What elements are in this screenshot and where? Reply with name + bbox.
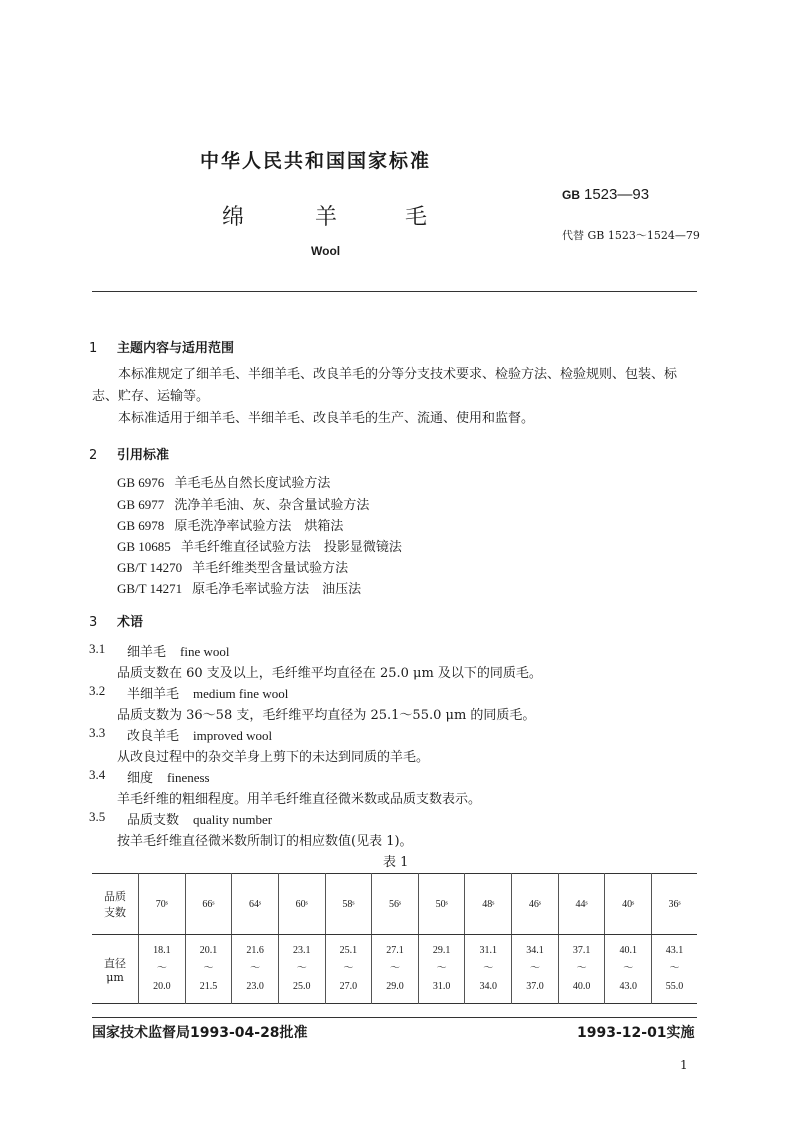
term-name: 细度 fineness bbox=[127, 770, 210, 786]
section-1-heading: 1 主题内容与适用范围 bbox=[89, 341, 235, 356]
term-number: 3.3 bbox=[89, 725, 106, 740]
diameter-cell: 29.1 ～ 31.0 bbox=[418, 935, 465, 1004]
footer-divider bbox=[92, 1017, 697, 1018]
term-name: 改良羊毛 improved wool bbox=[127, 728, 273, 744]
diameter-cell: 21.6 ～ 23.0 bbox=[232, 935, 279, 1004]
diameter-cell: 25.1 ～ 27.0 bbox=[325, 935, 372, 1004]
count-cell: 40ˢ bbox=[605, 874, 652, 935]
count-cell: 50ˢ bbox=[418, 874, 465, 935]
diameter-cell: 20.1 ～ 21.5 bbox=[185, 935, 232, 1004]
section-3-heading: 3 术语 bbox=[89, 615, 144, 630]
table-row-quality-count bbox=[92, 874, 697, 935]
reference-item: GB/T 14270 羊毛纤维类型含量试验方法 bbox=[117, 560, 349, 576]
title-char-2: 羊 bbox=[315, 205, 338, 230]
reference-item: GB 10685 羊毛纤维直径试验方法 投影显微镜法 bbox=[117, 539, 402, 555]
row-label: 品质 支数 bbox=[92, 874, 139, 935]
english-title: Wool bbox=[311, 244, 341, 258]
count-cell: 64ˢ bbox=[232, 874, 279, 935]
count-cell: 56ˢ bbox=[372, 874, 419, 935]
diameter-cell: 31.1 ～ 34.0 bbox=[465, 935, 512, 1004]
count-cell: 58ˢ bbox=[325, 874, 372, 935]
standard-code: 1523—93 bbox=[584, 186, 650, 203]
term-name: 细羊毛 fine wool bbox=[127, 644, 230, 660]
header-divider bbox=[92, 291, 697, 292]
reference-item: GB/T 14271 原毛净毛率试验方法 油压法 bbox=[117, 581, 362, 597]
diameter-cell: 23.1 ～ 25.0 bbox=[278, 935, 325, 1004]
count-cell: 48ˢ bbox=[465, 874, 512, 935]
diameter-cell: 37.1 ～ 40.0 bbox=[558, 935, 605, 1004]
count-cell: 60ˢ bbox=[278, 874, 325, 935]
term-number: 3.1 bbox=[89, 641, 106, 656]
count-cell: 70ˢ bbox=[139, 874, 186, 935]
section-1-para-2: 本标准适用于细羊毛、半细羊毛、改良羊毛的生产、流通、使用和监督。 bbox=[118, 411, 535, 426]
effective-date: 1993-12-01实施 bbox=[577, 1025, 695, 1041]
count-cell: 66ˢ bbox=[185, 874, 232, 935]
diameter-cell: 18.1 ～ 20.0 bbox=[139, 935, 186, 1004]
reference-item: GB 6976 羊毛毛丛自然长度试验方法 bbox=[117, 475, 331, 491]
term-definition: 品质支数在 60 支及以上，毛纤维平均直径在 25.0 μm 及以下的同质毛。 bbox=[117, 666, 542, 681]
diameter-cell: 34.1 ～ 37.0 bbox=[512, 935, 559, 1004]
term-number: 3.4 bbox=[89, 767, 106, 782]
table-caption: 表 1 bbox=[383, 855, 409, 870]
term-definition: 按羊毛纤维直径微米数所制订的相应数值(见表 1)。 bbox=[117, 834, 413, 849]
term-name: 半细羊毛 medium fine wool bbox=[127, 686, 289, 702]
count-cell: 44ˢ bbox=[558, 874, 605, 935]
term-definition: 从改良过程中的杂交羊身上剪下的未达到同质的羊毛。 bbox=[117, 750, 430, 765]
term-number: 3.5 bbox=[89, 809, 106, 824]
section-2-heading: 2 引用标准 bbox=[89, 448, 170, 463]
table-row-diameter bbox=[92, 935, 697, 1004]
reference-item: GB 6977 洗净羊毛油、灰、杂含量试验方法 bbox=[117, 497, 370, 513]
standard-number bbox=[562, 186, 649, 203]
term-number: 3.2 bbox=[89, 683, 106, 698]
standard-prefix: GB bbox=[562, 188, 580, 202]
section-1-para-1: 本标准规定了细羊毛、半细羊毛、改良羊毛的分等分支技术要求、检验方法、检验规则、包装、标志、贮存、运输等。 bbox=[92, 367, 678, 404]
term-name: 品质支数 quality number bbox=[127, 812, 273, 828]
term-definition: 羊毛纤维的粗细程度。用羊毛纤维直径微米数或品质支数表示。 bbox=[117, 792, 482, 807]
count-cell: 36ˢ bbox=[652, 874, 697, 935]
row-label: 直径 μm bbox=[104, 956, 126, 984]
approval-note: 国家技术监督局1993-04-28批准 bbox=[92, 1025, 308, 1041]
replaces-note: 代替 GB 1523～1524—79 bbox=[562, 229, 700, 242]
diameter-cell: 40.1 ～ 43.0 bbox=[605, 935, 652, 1004]
quality-number-table bbox=[92, 873, 697, 1004]
page-number: 1 bbox=[680, 1058, 688, 1072]
title-char-3: 毛 bbox=[405, 205, 428, 230]
reference-item: GB 6978 原毛洗净率试验方法 烘箱法 bbox=[117, 518, 344, 534]
national-standard-heading: 中华人民共和国国家标准 bbox=[200, 150, 432, 172]
diameter-cell: 43.1 ～ 55.0 bbox=[652, 935, 697, 1004]
diameter-cell: 27.1 ～ 29.0 bbox=[372, 935, 419, 1004]
count-cell: 46ˢ bbox=[512, 874, 559, 935]
term-definition: 品质支数为 36～58 支，毛纤维平均直径为 25.1～55.0 μm 的同质毛。 bbox=[117, 708, 536, 723]
title-char-1: 绵 bbox=[222, 205, 245, 230]
